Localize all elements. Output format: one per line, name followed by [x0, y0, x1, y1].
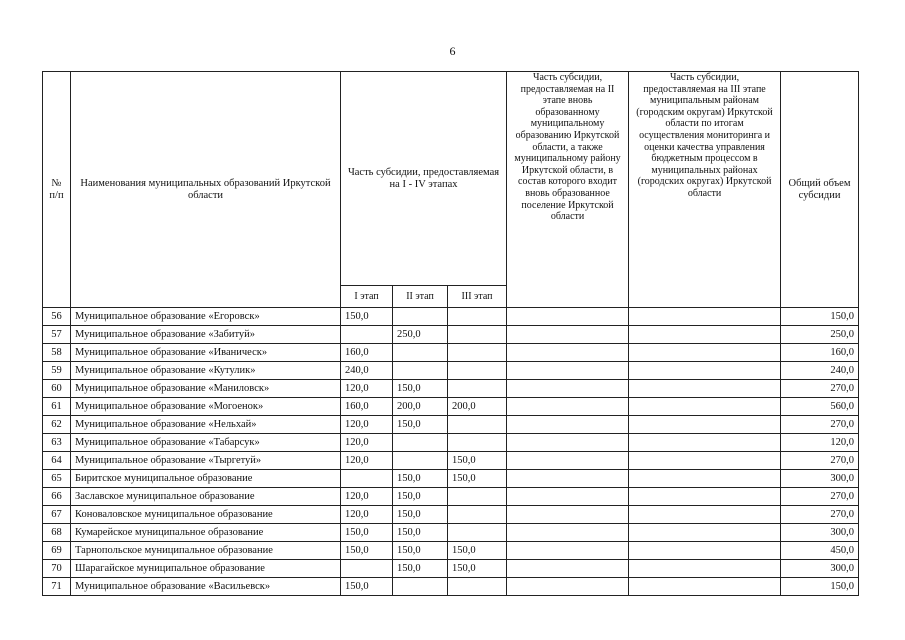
- cell-row-number: 57: [43, 326, 71, 344]
- cell-stage-3: 150,0: [448, 542, 507, 560]
- cell-part-stage2: [507, 452, 629, 470]
- table-row: [43, 524, 859, 542]
- cell-stage-1: 240,0: [341, 362, 393, 380]
- cell-municipality-name: Муниципальное образование «Иваническ»: [71, 344, 341, 362]
- cell-total: 160,0: [781, 344, 859, 362]
- cell-stage-1: 120,0: [341, 416, 393, 434]
- cell-stage-3: [448, 578, 507, 596]
- cell-stage-1: 120,0: [341, 506, 393, 524]
- cell-total: 450,0: [781, 542, 859, 560]
- cell-total: 270,0: [781, 416, 859, 434]
- cell-part-stage2: [507, 326, 629, 344]
- header-municipality-name: Наименования муниципальных образований Иркутской области: [71, 72, 341, 308]
- cell-part-stage3: [629, 488, 781, 506]
- table-row: [43, 542, 859, 560]
- cell-stage-2: 200,0: [393, 398, 448, 416]
- cell-municipality-name: Муниципальное образование «Егоровск»: [71, 308, 341, 326]
- cell-row-number: 69: [43, 542, 71, 560]
- table-row: [43, 470, 859, 488]
- cell-municipality-name: Муниципальное образование «Кутулик»: [71, 362, 341, 380]
- header-row-number: № п/п: [43, 72, 71, 308]
- table-row: [43, 380, 859, 398]
- cell-stage-3: [448, 380, 507, 398]
- cell-part-stage2: [507, 542, 629, 560]
- cell-total: 270,0: [781, 380, 859, 398]
- cell-municipality-name: Кумарейское муниципальное образование: [71, 524, 341, 542]
- cell-total: 250,0: [781, 326, 859, 344]
- cell-part-stage3: [629, 434, 781, 452]
- cell-stage-1: 150,0: [341, 308, 393, 326]
- cell-part-stage2: [507, 578, 629, 596]
- cell-part-stage2: [507, 308, 629, 326]
- cell-row-number: 64: [43, 452, 71, 470]
- cell-part-stage3: [629, 506, 781, 524]
- cell-total: 150,0: [781, 578, 859, 596]
- table-row: [43, 362, 859, 380]
- header-stage-3: III этап: [448, 286, 507, 308]
- cell-stage-3: [448, 488, 507, 506]
- cell-stage-2: [393, 344, 448, 362]
- cell-stage-2: 150,0: [393, 560, 448, 578]
- cell-part-stage3: [629, 416, 781, 434]
- cell-municipality-name: Муниципальное образование «Табарсук»: [71, 434, 341, 452]
- cell-part-stage3: [629, 380, 781, 398]
- header-part-stage2-new-formation: Часть субсидии, предоставляемая на II этапе вновь образованному муниципальному образованию Иркутской области, а также муниципальному району Иркутской области, в состав которого входит вновь образованное поселение Иркутской области: [507, 72, 629, 308]
- cell-part-stage3: [629, 560, 781, 578]
- cell-total: 240,0: [781, 362, 859, 380]
- cell-row-number: 59: [43, 362, 71, 380]
- cell-total: 300,0: [781, 560, 859, 578]
- cell-stage-3: 200,0: [448, 398, 507, 416]
- cell-part-stage3: [629, 362, 781, 380]
- cell-part-stage2: [507, 524, 629, 542]
- cell-row-number: 58: [43, 344, 71, 362]
- cell-municipality-name: Муниципальное образование «Маниловск»: [71, 380, 341, 398]
- cell-stage-3: [448, 344, 507, 362]
- cell-stage-1: 150,0: [341, 542, 393, 560]
- cell-stage-3: [448, 308, 507, 326]
- cell-stage-2: 150,0: [393, 542, 448, 560]
- cell-municipality-name: Муниципальное образование «Васильевск»: [71, 578, 341, 596]
- cell-stage-2: [393, 362, 448, 380]
- cell-stage-2: [393, 578, 448, 596]
- cell-municipality-name: Коноваловское муниципальное образование: [71, 506, 341, 524]
- cell-part-stage2: [507, 380, 629, 398]
- cell-stage-3: 150,0: [448, 560, 507, 578]
- subsidy-table: [42, 71, 859, 596]
- cell-row-number: 56: [43, 308, 71, 326]
- cell-stage-1: 150,0: [341, 578, 393, 596]
- cell-municipality-name: Шарагайское муниципальное образование: [71, 560, 341, 578]
- cell-row-number: 67: [43, 506, 71, 524]
- cell-total: 270,0: [781, 452, 859, 470]
- cell-stage-1: [341, 560, 393, 578]
- cell-part-stage2: [507, 560, 629, 578]
- cell-stage-3: 150,0: [448, 452, 507, 470]
- cell-stage-2: [393, 308, 448, 326]
- cell-part-stage2: [507, 344, 629, 362]
- cell-municipality-name: Тарнопольское муниципальное образование: [71, 542, 341, 560]
- cell-row-number: 70: [43, 560, 71, 578]
- table-row: [43, 560, 859, 578]
- header-stages-part: Часть субсидии, предоставляемая на I - IV этапах: [341, 72, 507, 286]
- header-stage-1: I этап: [341, 286, 393, 308]
- cell-row-number: 68: [43, 524, 71, 542]
- cell-total: 270,0: [781, 506, 859, 524]
- cell-part-stage2: [507, 488, 629, 506]
- cell-stage-3: 150,0: [448, 470, 507, 488]
- table-row: [43, 488, 859, 506]
- cell-stage-1: 120,0: [341, 452, 393, 470]
- cell-part-stage3: [629, 326, 781, 344]
- cell-row-number: 61: [43, 398, 71, 416]
- cell-row-number: 62: [43, 416, 71, 434]
- cell-stage-1: 120,0: [341, 434, 393, 452]
- cell-stage-3: [448, 506, 507, 524]
- cell-total: 560,0: [781, 398, 859, 416]
- cell-part-stage2: [507, 434, 629, 452]
- table-row: [43, 326, 859, 344]
- cell-stage-3: [448, 326, 507, 344]
- cell-stage-1: 160,0: [341, 344, 393, 362]
- page-number: 6: [449, 44, 456, 58]
- cell-row-number: 66: [43, 488, 71, 506]
- cell-municipality-name: Муниципальное образование «Забитуй»: [71, 326, 341, 344]
- cell-municipality-name: Биритское муниципальное образование: [71, 470, 341, 488]
- cell-stage-3: [448, 434, 507, 452]
- cell-stage-1: 120,0: [341, 488, 393, 506]
- cell-stage-2: 150,0: [393, 488, 448, 506]
- cell-part-stage3: [629, 344, 781, 362]
- cell-total: 150,0: [781, 308, 859, 326]
- cell-municipality-name: Заславское муниципальное образование: [71, 488, 341, 506]
- table-row: [43, 416, 859, 434]
- cell-stage-1: 120,0: [341, 380, 393, 398]
- cell-part-stage3: [629, 542, 781, 560]
- cell-municipality-name: Муниципальное образование «Могоенок»: [71, 398, 341, 416]
- table-row: [43, 452, 859, 470]
- cell-stage-2: 150,0: [393, 416, 448, 434]
- cell-stage-1: 150,0: [341, 524, 393, 542]
- cell-row-number: 71: [43, 578, 71, 596]
- cell-stage-2: [393, 434, 448, 452]
- cell-part-stage3: [629, 578, 781, 596]
- table-row: [43, 434, 859, 452]
- cell-stage-3: [448, 524, 507, 542]
- cell-stage-3: [448, 416, 507, 434]
- cell-stage-2: 150,0: [393, 524, 448, 542]
- cell-part-stage2: [507, 416, 629, 434]
- cell-stage-2: 150,0: [393, 506, 448, 524]
- cell-row-number: 65: [43, 470, 71, 488]
- cell-stage-2: 150,0: [393, 470, 448, 488]
- cell-part-stage3: [629, 308, 781, 326]
- table-row: [43, 506, 859, 524]
- header-total-subsidy: Общий объем субсидии: [781, 72, 859, 308]
- cell-part-stage2: [507, 470, 629, 488]
- table-row: [43, 308, 859, 326]
- cell-part-stage2: [507, 398, 629, 416]
- cell-municipality-name: Муниципальное образование «Тыргетуй»: [71, 452, 341, 470]
- header-stage-2: II этап: [393, 286, 448, 308]
- cell-total: 300,0: [781, 470, 859, 488]
- cell-part-stage3: [629, 452, 781, 470]
- cell-row-number: 60: [43, 380, 71, 398]
- cell-stage-1: [341, 326, 393, 344]
- cell-row-number: 63: [43, 434, 71, 452]
- cell-stage-2: 150,0: [393, 380, 448, 398]
- table-body: [43, 308, 859, 596]
- cell-stage-1: [341, 470, 393, 488]
- cell-total: 300,0: [781, 524, 859, 542]
- cell-part-stage2: [507, 362, 629, 380]
- table-row: [43, 578, 859, 596]
- cell-municipality-name: Муниципальное образование «Нельхай»: [71, 416, 341, 434]
- cell-part-stage3: [629, 524, 781, 542]
- cell-total: 270,0: [781, 488, 859, 506]
- cell-total: 120,0: [781, 434, 859, 452]
- cell-stage-2: [393, 452, 448, 470]
- table-row: [43, 344, 859, 362]
- cell-stage-3: [448, 362, 507, 380]
- cell-part-stage3: [629, 398, 781, 416]
- table-row: [43, 398, 859, 416]
- cell-part-stage3: [629, 470, 781, 488]
- cell-stage-1: 160,0: [341, 398, 393, 416]
- header-part-stage3-monitoring: Часть субсидии, предоставляемая на III этапе муниципальным районам (городским округам) Иркутской области по итогам осуществления мониторинга и оценки качества управления бюджетным процессом в муниципальных районах (городских округах) Иркутской области: [629, 72, 781, 308]
- cell-part-stage2: [507, 506, 629, 524]
- cell-stage-2: 250,0: [393, 326, 448, 344]
